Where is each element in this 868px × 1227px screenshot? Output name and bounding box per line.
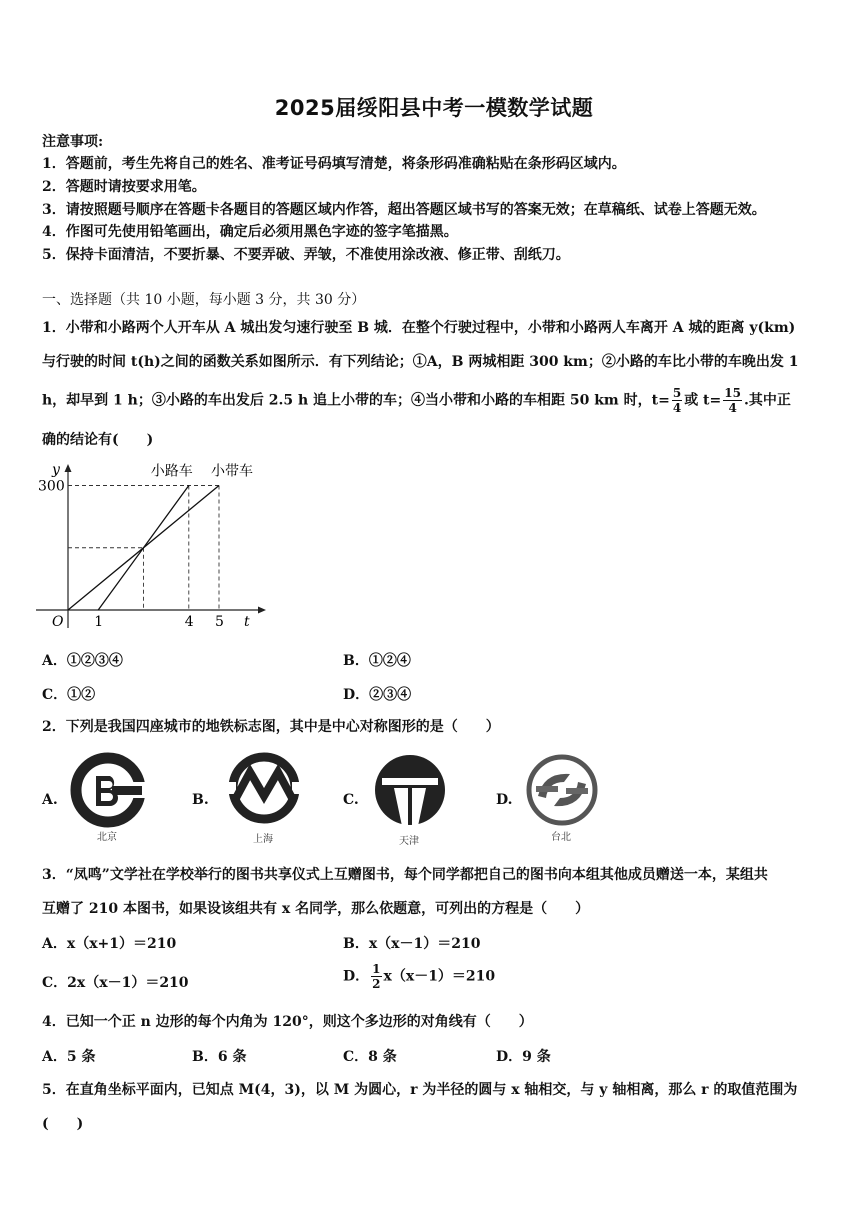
q3-option-b[interactable]: B．x（x－1）＝210 (343, 936, 481, 952)
notice-item: 3．请按照题号顺序在答题卡各题目的答题区域内作答，超出答题区域书写的答案无效；在草稿纸、试卷上答题无效。 (42, 202, 766, 218)
q1-option-d[interactable]: D．②③④ (343, 687, 412, 703)
q2-city-label: 台北 (551, 832, 571, 843)
q5-line2: ( ) (42, 1116, 84, 1132)
notice-heading: 注意事项: (42, 134, 104, 150)
q3-option-d-text: x（x－1）＝210 (383, 968, 496, 985)
q3-option-c[interactable]: C．2x（x－1）＝210 (42, 975, 189, 991)
q2-city-label: 北京 (97, 832, 117, 843)
q2-city-label: 上海 (253, 834, 273, 845)
y-axis-label: y (52, 462, 60, 478)
notice-item: 1．答题前，考生先将自己的姓名、准考证号码填写清楚，将条形码准确粘贴在条形码区域内。 (42, 156, 626, 172)
fraction-numerator: 1 (372, 962, 381, 976)
q4-option-a[interactable]: A．5 条 (42, 1049, 96, 1065)
q2-option-d-letter[interactable]: D. (496, 792, 513, 808)
taipei-metro-logo (524, 752, 600, 828)
q2-city-label: 天津 (399, 836, 419, 847)
x-tick-label: 1 (94, 614, 104, 630)
q1-option-c[interactable]: C．①② (42, 687, 96, 703)
q4-option-c[interactable]: C．8 条 (343, 1049, 397, 1065)
tianjin-subway-logo (372, 752, 448, 828)
origin-label: O (52, 614, 64, 630)
q1-line3b: .其中正 (743, 392, 791, 409)
x-tick-label: 4 (184, 614, 194, 630)
q5-line1: 5．在直角坐标平面内，已知点 M(4，3)，以 M 为圆心，r 为半径的圆与 x 轴相交，与 y 轴相离，那么 r 的取值范围为 (42, 1082, 798, 1098)
q1-line4: 确的结论有( ) (42, 432, 154, 448)
section-heading: 一、选择题（共 10 小题，每小题 3 分，共 30 分） (42, 292, 366, 308)
page-title: 2025届绥阳县中考一模数学试题 (274, 96, 594, 120)
q3-option-d-letter: D． (343, 968, 370, 985)
q2-option-a-letter[interactable]: A. (42, 792, 58, 808)
q1-option-a[interactable]: A．①②③④ (42, 653, 123, 669)
q1-option-b[interactable]: B．①②④ (343, 653, 411, 669)
q2-stem: 2．下列是我国四座城市的地铁标志图，其中是中心对称图形的是（ ） (42, 719, 500, 735)
notice-item: 2．答题时请按要求用笔。 (42, 179, 206, 195)
x-axis-arrow (258, 607, 266, 614)
q4-option-b[interactable]: B．6 条 (192, 1049, 247, 1065)
x-tick-label: 5 (215, 614, 224, 630)
q4-stem: 4．已知一个正 n 边形的每个内角为 120°，则这个多边形的对角线有（ ） (42, 1014, 533, 1030)
fraction (723, 386, 742, 415)
q2-option-b-letter[interactable]: B. (192, 792, 209, 808)
q1-line2: 与行驶的时间 t(h)之间的函数关系如图所示．有下列结论；①A，B 两城相距 300 km；②小路的车比小带的车晚出发 1 (42, 354, 799, 370)
notice-item: 4．作图可先使用铅笔画出，确定后必须用黑色字迹的签字笔描黑。 (42, 224, 458, 240)
q3-option-a[interactable]: A．x（x+1）＝210 (42, 936, 177, 952)
fraction (672, 386, 682, 415)
q1-mid: 或 t= (684, 392, 722, 409)
y-tick-label: 300 (38, 478, 65, 495)
series-label: 小路车 (150, 463, 193, 480)
q1-line3a: h，却早到 1 h；③小路的车出发后 2.5 h 追上小带的车；④当小带和小路的车相距 50 km 时，t= (42, 392, 670, 409)
q1-line3 (42, 386, 791, 415)
beijing-subway-logo (70, 752, 146, 828)
q3-line2: 互赠了 210 本图书，如果设该组共有 x 名同学，那么依题意，可列出的方程是（ ） (42, 901, 590, 917)
fraction-numerator: 15 (724, 386, 741, 400)
fraction-denominator: 4 (672, 401, 682, 415)
q3-line1: 3．“凤鸣”文学社在学校举行的图书共享仪式上互赠图书，每个同学都把自己的图书向本组其他成员赠送一本，某组共 (42, 867, 768, 883)
q4-option-d[interactable]: D．9 条 (496, 1049, 551, 1065)
q1-graph (36, 458, 276, 636)
q1-line1: 1．小带和小路两个人开车从 A 城出发匀速行驶至 B 城．在整个行驶过程中，小带和小路两人车离开 A 城的距离 y(km) (42, 320, 796, 336)
fraction (371, 962, 381, 991)
x-axis-label: t (244, 614, 250, 630)
y-axis-arrow (65, 464, 72, 472)
q3-option-d[interactable] (343, 962, 495, 991)
series-label: 小带车 (211, 463, 253, 480)
notice-item: 5．保持卡面清洁，不要折暴、不要弄破、弄皱，不准使用涂改液、修正带、刮纸刀。 (42, 247, 570, 263)
fraction-denominator: 4 (728, 401, 737, 415)
q2-option-c-letter[interactable]: C. (343, 792, 359, 808)
fraction-denominator: 2 (372, 977, 381, 991)
fraction-numerator: 5 (672, 386, 682, 400)
shanghai-subway-logo (226, 750, 302, 826)
